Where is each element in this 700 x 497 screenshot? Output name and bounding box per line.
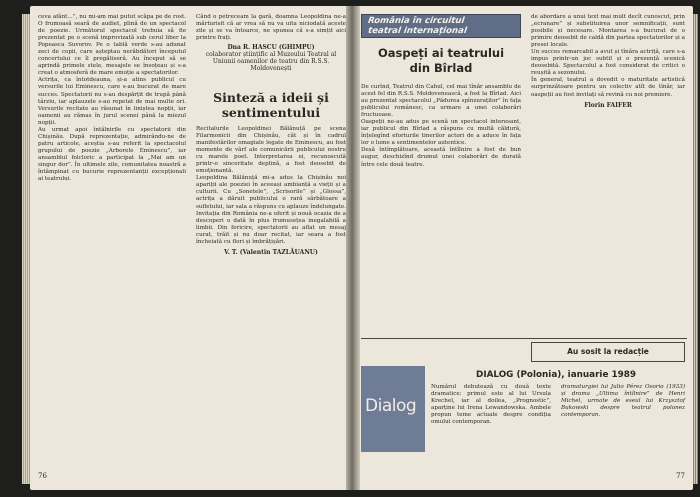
article-paragraph: Un succes remarcabil a avut și tînăra actriță, care s-a impus printr-un joc subtil și o prezență scenică deosebită. Spectacolul a fost considerat de critici o reușită a sezonului. (531, 49, 685, 77)
article-paragraph: ceva afânt...”, nu mi-am mai putut scăpa pe de rost. O frumoasă seară de audiet, plină de un spectacol de poezie. Următorul spectacol trebuia să fie prezentat pe o scenă improvizată sub cerul liber la Popeasca Suvorov. Pe o tablă verde s-au adunat zeci de copii, care așteptau nerăbdători începutul concertului ce îl pregătiseră. Au început să se aprindă primele stele, mesajele se însoțeau și s-a creat o atmosferă de mare emoție a spectatorilor. (38, 14, 186, 77)
review-paragraph: Numărul debutează cu două texte dramatice: primul este al lui Ursula Krechel, iar al doilea, „Prognostic”, aparține lui Irena Lewandowska. Ambele propun teme actuale despre condiția omului contemporan. (431, 384, 551, 426)
article-paragraph: Deșă întîmplătoare, această întîlnire a fost de bun augur, deschizînd drumul unei colaborări de durată între cele două teatre. (361, 147, 521, 168)
editorial-box-label: Au sosit la redacție (567, 347, 649, 356)
article-headline: Sinteză a ideii și sentimentului (213, 90, 329, 120)
right-page-column-2 (531, 14, 685, 336)
left-page-column-1 (38, 14, 186, 472)
article-paragraph: De curînd, Teatrul din Cahul, cel mai tînăr ansamblu de acest fel din R.S.S. Moldovenească, a fost la Bîrlad. Aici au prezentat spectacolul „Pădurea spînzuraților” în fața publicului românesc, ca urmare a unei colaborări fructuoase. (361, 84, 521, 119)
left-page-column-2 (196, 126, 346, 472)
page-number: 77 (676, 472, 685, 480)
article-paragraph: Invitația din România ne-a oferit și nouă ocazia de a descoperi o dată în plus frumusețea inegalabilă a limbii. Din fericire, spectatorii au aflat un mesaj curat, trăit și nu doar recitat, iar seara a fost încheiată cu flori și îmbrățișări. (196, 210, 346, 245)
article-signature: Florin FAIFER (584, 101, 632, 109)
headline-line-1: Oaspeți ai teatrului (377, 46, 505, 60)
article-paragraph: Actrița, ca întotdeauna, și-a atins publicul cu versurile lui Eminescu, care s-au bucurat de mare succes. Spectatorii nu s-au despărțit de trupă până târziu, iar aplauzele s-au repetat de mai multe ori. Versurile recitate au răsunat în liniștea nopții, iar oamenii au rămas în jurul scenei până la miezul nopții. (38, 77, 186, 126)
article-paragraph: Au urmat apoi întâlnirile cu spectatorii din Chișinău. După reprezentație, admirându-ne de patru articole, aceștia s-au referit la spectacolul grupului de poezie „Arborele Eminescu”, iar ansamblul folcloric a participat la „Mai am un singur dor”. În ultimele zile, comunitatea noastră a întâmpinat cu bucurie reprezentanții excepționali ai teatrului. (38, 126, 186, 183)
banner-line-2: teatral internațional (367, 26, 468, 36)
review-heading: DIALOG (Polonia), ianuarie 1989 (476, 370, 636, 380)
dialog-logo-image (361, 366, 425, 452)
dialog-logo-text: Dialog (365, 396, 417, 416)
article-paragraph: Recitalurile Leopoldinei Bălănuță pe scena Filarmonicii din Chișinău, cât și în cadrul manifestărilor omagiale legate de Eminescu, au fost momente de vârf ale comunicării publicului nostru cu marele poet. Interpretarea ei, recunoscută printr-o sinceritate deplină, a fost deosebit de emoționantă. (196, 126, 346, 175)
byline-role: colaborator științific al Muzeului Teatral al Uniunii oamenilor de teatru din R.S.S. Moldovenești (205, 51, 337, 73)
left-page (30, 6, 352, 490)
editorial-box (531, 342, 685, 362)
review-column-1 (431, 384, 551, 476)
right-page (355, 6, 693, 490)
right-page-column-1 (361, 84, 521, 336)
article-headline (361, 46, 521, 76)
article-paragraph: Când o petreceam la gară, doamna Leopoldina ne-a mărturisit că ar vrea să nu va uita niciodată aceste zile și se va întoarce, ne spunea că s-a simțit aici printre frați. (196, 14, 346, 42)
article-paragraph: de abordare a unui text mai mult decît cunoscut, prin „ecranare” și substituirea unor semnificații, sunt posibile și necesare. Montarea s-a bucurat de o primire deosebit de caldă din partea spectatorilor și a presei locale. (531, 14, 685, 49)
byline-name: Dna R. HASCU (GHIMPU) (227, 44, 315, 52)
article-paragraph: În general, teatrul a dovedit o maturitate artistică surprinzătoare pentru un colectiv atît de tînăr, iar oaspeții au fost invitați să revină cu noi premiere. (531, 77, 685, 98)
binding-gutter (346, 6, 360, 490)
review-paragraph: dramaturgiei lui Julio Pérez Osorio (1933) și drama „Ultima întîlnire” de Henri Michel, urmate de eseul lui Krzysztof Bukowski despre teatrul polonez contemporan. (561, 384, 685, 419)
page-number: 76 (38, 472, 47, 480)
section-banner (361, 14, 521, 38)
banner-line-1: România în circuitul (367, 16, 466, 26)
headline-line-2: din Bîrlad (409, 61, 473, 75)
article-signature: V. T. (Valentin TAZLĂUANU) (224, 248, 318, 256)
article-paragraph: Oaspeții ne-au adus pe scenă un spectacol interesant, iar publicul din Bîrlad a răspuns cu multă căldură, înțelegînd eforturile tinerilor actori de a aduce în fața lor o lume a sentimentelor autentice. (361, 119, 521, 147)
article-paragraph: Leopoldina Bălănuță mi-a adus la Chișinău noi apariții ale poeziei în aceeași ambianță a vieții și a culturii. Cu „Sonetele”, „Scrisorile” și „Glossa”, actrița a dăruit publicului o rară sărbătoare a sufletului, iar sala a răspuns cu aplauze îndelungate. (196, 175, 346, 210)
section-divider (361, 338, 687, 339)
review-column-2 (561, 384, 685, 476)
